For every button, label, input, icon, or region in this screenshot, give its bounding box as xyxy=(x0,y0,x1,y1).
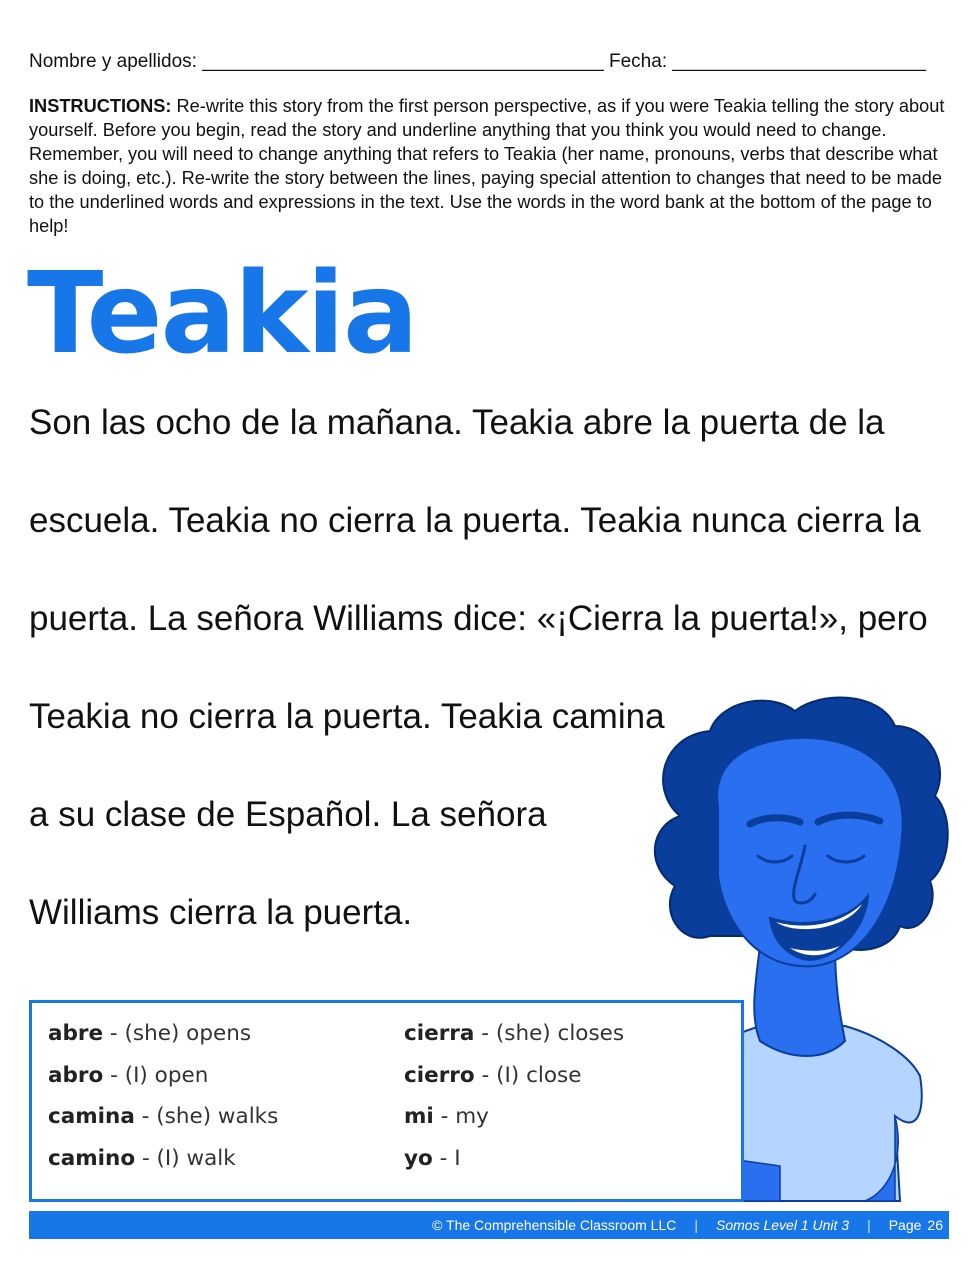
instructions-body: Re-write this story from the first person perspective, as if you were Teakia telling the story about yourself. Before you begin, read the story and underline anything that you think you would need to change. Remember, you will need to change anything that refers to Teakia (her name, pronouns, verbs that describe what she is doing, etc.). Re-write the story between the lines, paying special attention to changes that need to be made to the underlined words and expressions in the text. Use the words in the word bank at the bottom of the page to help! xyxy=(29,96,945,236)
word-bank-item: camino - (I) walk xyxy=(48,1145,236,1171)
footer-page-number: 26 xyxy=(927,1217,943,1233)
word-bank-item: mi - my xyxy=(404,1104,489,1129)
word-bank-item: abro - (I) open xyxy=(48,1062,209,1088)
instructions-lead: INSTRUCTIONS: xyxy=(29,96,172,116)
word-bank-item: camina - (she) walks xyxy=(48,1104,279,1129)
word-bank-item: cierra - (she) closes xyxy=(404,1021,625,1046)
footer-page-label: Page xyxy=(888,1217,922,1233)
instructions xyxy=(29,94,954,238)
word-bank-item: abre - (she) opens xyxy=(48,1021,252,1046)
word-bank-right-column xyxy=(404,1021,624,1187)
story-line-6: Williams cierra la puerta. xyxy=(29,893,413,932)
story-line-4: Teakia no cierra la puerta. Teakia camina xyxy=(29,697,665,736)
story-line-3: puerta. La señora Williams dice: «¡Cierra la puerta!», pero xyxy=(29,599,928,638)
word-bank-item: cierro - (I) close xyxy=(404,1062,582,1088)
footer-copyright: © The Comprehensible Classroom LLC xyxy=(432,1217,677,1233)
page-footer xyxy=(29,1211,949,1239)
story-title: Teakia xyxy=(27,249,417,379)
word-bank xyxy=(29,1000,744,1202)
footer-separator: | xyxy=(694,1217,698,1233)
footer-separator: | xyxy=(867,1217,871,1233)
story-line-5: a su clase de Español. La señora xyxy=(29,795,547,834)
story-line-2: escuela. Teakia no cierra la puerta. Teakia nunca cierra la xyxy=(29,501,921,540)
word-bank-item: yo - I xyxy=(404,1145,461,1171)
name-date-line[interactable]: Nombre y apellidos: ______________________________________ Fecha: ________________________ xyxy=(29,51,926,72)
word-bank-left-column xyxy=(48,1021,278,1187)
footer-series: Somos Level 1 Unit 3 xyxy=(716,1217,850,1233)
story-line-1: Son las ocho de la mañana. Teakia abre la puerta de la xyxy=(29,403,885,442)
